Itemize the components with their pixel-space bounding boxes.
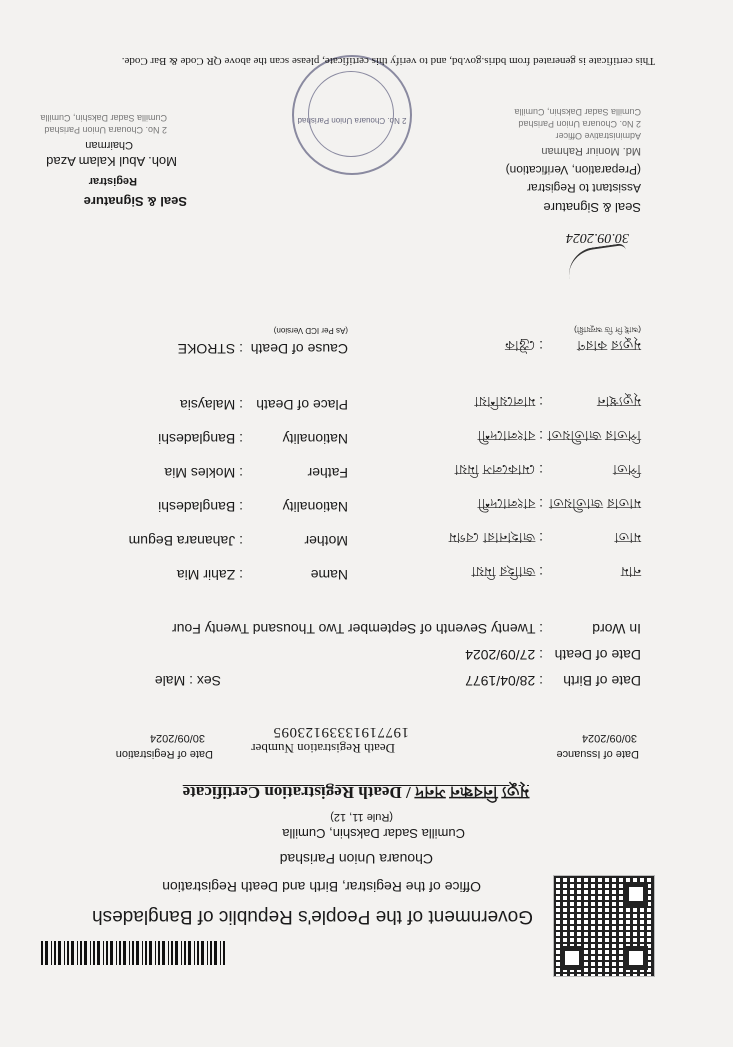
assistant-seal-title: Seal & Signature — [543, 200, 641, 215]
mother-nationality-en-label: Nationality — [282, 499, 348, 515]
icd-note-bn: (আই সি ডি অনুযায়ী) — [574, 325, 641, 334]
inword-value: : Twenty Seventh of September Two Thousand Twenty Four — [172, 621, 543, 637]
cause-of-death-en-value: : STROKE — [177, 341, 243, 357]
father-bn-value: : মোকলেস মিয়া — [454, 462, 543, 478]
registrar-name: Moh. Abul Kalam Azad — [46, 154, 177, 169]
union-seal-icon — [292, 55, 412, 175]
place-of-death-bn-label: মৃত্যুস্থান — [596, 394, 641, 410]
assistant-name: Md. Moniur Rahman — [541, 145, 641, 157]
registration-number-label: Death Registration Number — [251, 741, 395, 756]
seal-text: 2 No. Chouara Union Parishad — [297, 116, 407, 125]
father-nationality-bn-value: : বাংলাদেশী — [477, 428, 543, 444]
issuance-date: 30/09/2024 — [581, 732, 637, 744]
issuance-date-label: Date of Issuance — [556, 748, 639, 760]
office-heading: Office of the Registrar, Birth and Death Registration — [162, 879, 481, 895]
assistant-detail-2: 2 No. Chouara Union Parishad — [518, 119, 641, 129]
rule-reference: (Rule 11, 12) — [330, 811, 393, 823]
assistant-signature-icon — [565, 243, 628, 279]
dod-label: Date of Death — [554, 647, 641, 663]
dod-value: : 27/09/2024 — [465, 647, 543, 663]
registrar-seal-title: Seal & Signature — [83, 194, 187, 209]
registration-number: 19771913339123095 — [273, 724, 409, 740]
mother-en-value: : Jahanara Begum — [128, 533, 243, 549]
registrar-position: Chairman — [85, 139, 133, 151]
mother-bn-label: মাতা — [614, 530, 641, 546]
cause-of-death-en-label: Cause of Death — [250, 341, 348, 357]
mother-bn-value: : জাহানারা বেগম — [448, 530, 543, 546]
qr-code-icon — [553, 875, 655, 977]
mother-nationality-en-value: : Bangladeshi — [158, 499, 243, 515]
name-bn-label: নাম — [620, 564, 641, 580]
registrar-detail-1: 2 No. Chouara Union Parishad — [44, 125, 167, 135]
father-bn-label: পিতা — [612, 462, 641, 478]
union-name: Chouara Union Parishad — [279, 851, 433, 867]
assistant-role-detail: (Preparation, Verification) — [505, 163, 641, 177]
certificate-title: মৃত্যু নিবন্ধন সনদ / Death Registration Certificate — [182, 783, 529, 802]
assistant-signature-date: 30.09.2024 — [566, 230, 629, 245]
dob-label: Date of Birth — [563, 673, 641, 689]
mother-nationality-bn-value: : বাংলাদেশী — [477, 496, 543, 512]
place-of-death-bn-value: : মালয়েশিয়া — [474, 394, 543, 410]
father-en-value: : Mokles Mia — [164, 465, 243, 481]
father-nationality-bn-label: পিতার জাতীয়তা — [547, 428, 641, 444]
father-nationality-en-value: : Bangladeshi — [158, 431, 243, 447]
name-bn-value: : জাহির মিয়া — [471, 564, 543, 580]
verification-footer: This certificate is generated from bdris.gov.bd, and to verify this certificate, please scan the above QR Code & Bar Code. — [121, 55, 655, 67]
dob-value: : 28/04/1977 — [465, 673, 543, 689]
place-of-death-en-value: : Malaysia — [179, 397, 243, 413]
icd-note-en: (As Per ICD Version) — [273, 326, 348, 335]
registration-date: 30/09/2024 — [149, 732, 205, 744]
assistant-detail-1: Administrative Officer — [555, 131, 641, 141]
mother-nationality-bn-label: মাতার জাতীয়তা — [549, 496, 641, 512]
name-en-label: Name — [310, 567, 348, 583]
mother-en-label: Mother — [304, 533, 348, 549]
registrar-detail-2: Cumilla Sadar Dakshin, Cumilla — [40, 113, 167, 123]
registration-date-label: Date of Registration — [115, 748, 213, 760]
father-en-label: Father — [307, 465, 348, 481]
registrar-role: Registrar — [88, 175, 137, 187]
inword-label: In Word — [592, 621, 641, 637]
cause-of-death-bn-value: : স্ট্রোক — [505, 338, 543, 354]
government-heading: Government of the People's Republic of Bangladesh — [92, 906, 533, 927]
assistant-role: Assistant to Registrar — [526, 181, 641, 195]
barcode-icon — [39, 941, 225, 965]
assistant-detail-3: Cumilla Sadar Dakshin, Cumilla — [514, 107, 641, 117]
cause-of-death-bn-label: মৃত্যুর কারণ — [577, 338, 641, 354]
father-nationality-en-label: Nationality — [282, 431, 348, 447]
name-en-value: : Zahir Mia — [176, 567, 243, 583]
place-of-death-en-label: Place of Death — [256, 397, 348, 413]
upazila-name: Cumilla Sadar Dakshin, Cumilla — [282, 826, 465, 841]
sex-value: Sex : Male — [154, 673, 221, 689]
